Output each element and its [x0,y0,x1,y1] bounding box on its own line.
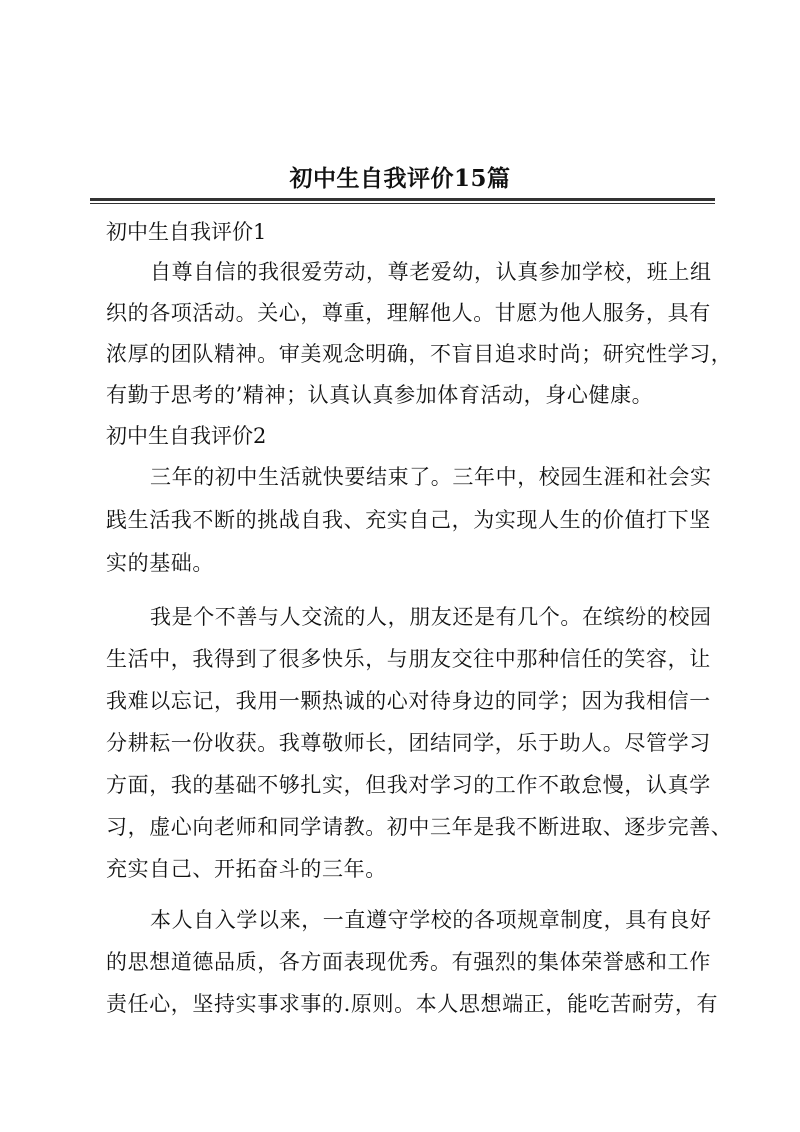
paragraph-line: 的思想道德品质，各方面表现优秀。有强烈的集体荣誉感和工作 [106,950,711,974]
paragraph-line: 分耕耘一份收获。我尊敬师长，团结同学，乐于助人。尽管学习 [106,731,711,755]
paragraph-line: 三年的初中生活就快要结束了。三年中，校园生涯和社会实 [150,465,712,489]
paragraph-line: 践生活我不断的挑战自我、充实自己，为实现人生的价值打下坚 [106,508,711,532]
title-underline-thin [90,203,715,204]
title-underline-thick [90,198,715,201]
paragraph-line: 织的各项活动。关心，尊重，理解他人。甘愿为他人服务，具有 [106,301,711,325]
paragraph-line: 浓厚的团队精神。审美观念明确，不盲目追求时尚；研究性学习， [106,342,733,366]
paragraph-line: 本人自入学以来，一直遵守学校的各项规章制度，具有良好 [150,908,712,932]
paragraph-line: 有勤于思考的’精神；认真认真参加体育活动，身心健康。 [106,383,654,407]
paragraph-line: 责任心，坚持实事求事的.原则。本人思想端正，能吃苦耐劳，有 [106,992,719,1016]
paragraph-line: 我难以忘记，我用一颗热诚的心对待身边的同学；因为我相信一 [106,689,711,713]
document-title: 初中生自我评价15篇 [289,165,511,192]
paragraph-line: 实的基础。 [106,551,214,575]
paragraph-line: 习，虚心向老师和同学请教。初中三年是我不断进取、逐步完善、 [106,815,733,839]
paragraph-line: 自尊自信的我很爱劳动，尊老爱幼，认真参加学校，班上组 [150,260,712,284]
section-heading-1: 初中生自我评价1 [106,220,267,244]
paragraph-line: 充实自己、开拓奋斗的三年。 [106,857,387,881]
paragraph-line: 生活中，我得到了很多快乐，与朋友交往中那种信任的笑容，让 [106,647,711,671]
paragraph-line: 我是个不善与人交流的人，朋友还是有几个。在缤纷的校园 [150,605,712,629]
section-heading-2: 初中生自我评价2 [106,424,267,448]
paragraph-line: 方面，我的基础不够扎实，但我对学习的工作不敢怠慢，认真学 [106,773,711,797]
